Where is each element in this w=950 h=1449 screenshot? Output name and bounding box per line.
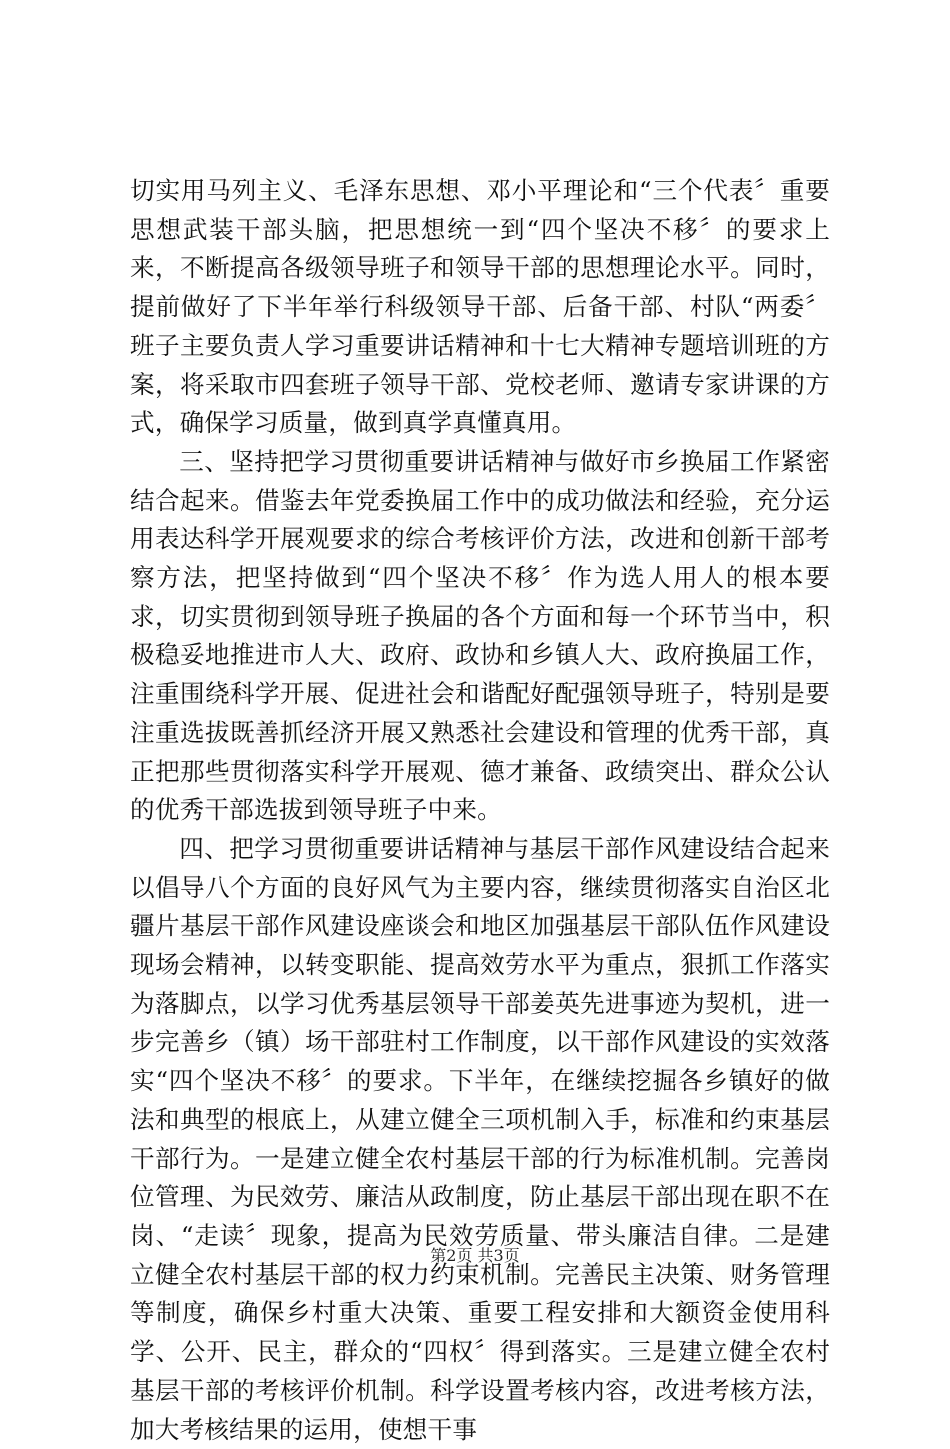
paragraph-continuation: 切实用马列主义、毛泽东思想、邓小平理论和“三个代表〞重要思想武装干部头脑，把思想统一到“四个坚决不移〞的要求上来，不断提高各级领导班子和领导干部的思想理论水平。同时，提前做好了下半年举行科级领导干部、后备干部、村队“两委〞班子主要负责人学习重要讲话精神和十七大精神专题培训班的方案，将采取市四套班子领导干部、党校老师、邀请专家讲课的方式，确保学习质量，做到真学真懂真用。: [130, 176, 830, 438]
page-footer: 第2页 共3页: [430, 1246, 520, 1265]
paragraph-section-four: 四、把学习贯彻重要讲话精神与基层干部作风建设结合起来以倡导八个方面的良好风气为主要内容，继续贯彻落实自治区北疆片基层干部作风建设座谈会和地区加强基层干部队伍作风建设现场会精神，以转变职能、提高效劳水平为重点，狠抓工作落实为落脚点，以学习优秀基层领导干部姜英先进事迹为契机，进一步完善乡（镇）场干部驻村工作制度，以干部作风建设的实效落实“四个坚决不移〞的要求。下半年，在继续挖掘各乡镇好的做法和典型的根底上，从建立健全三项机制入手，标准和约束基层干部行为。一是建立健全农村基层干部的行为标准机制。完善岗位管理、为民效劳、廉洁从政制度，防止基层干部出现在职不在岗、“走读〞现象，提高为民效劳质量、带头廉洁自律。二是建立健全农村基层干部的权力约束机制。完善民主决策、财务管理等制度，确保乡村重大决策、重要工程安排和大额资金使用科学、公开、民主，群众的“四权〞得到落实。三是建立健全农村基层干部的考核评价机制。科学设置考核内容，改进考核方法，加大考核结果的运用，使想干事: [130, 833, 830, 1444]
paragraph-section-three: 三、坚持把学习贯彻重要讲话精神与做好市乡换届工作紧密结合起来。借鉴去年党委换届工作中的成功做法和经验，充分运用表达科学开展观要求的综合考核评价方法，改进和创新干部考察方法，把坚持做到“四个坚决不移〞作为选人用人的根本要求，切实贯彻到领导班子换届的各个方面和每一个环节当中，积极稳妥地推进市人大、政府、政协和乡镇人大、政府换届工作，注重围绕科学开展、促进社会和谐配好配强领导班子，特别是要注重选拔既善抓经济开展又熟悉社会建设和管理的优秀干部，真正把那些贯彻落实科学开展观、德才兼备、政绩突出、群众公认的优秀干部选拔到领导班子中来。: [130, 446, 830, 825]
